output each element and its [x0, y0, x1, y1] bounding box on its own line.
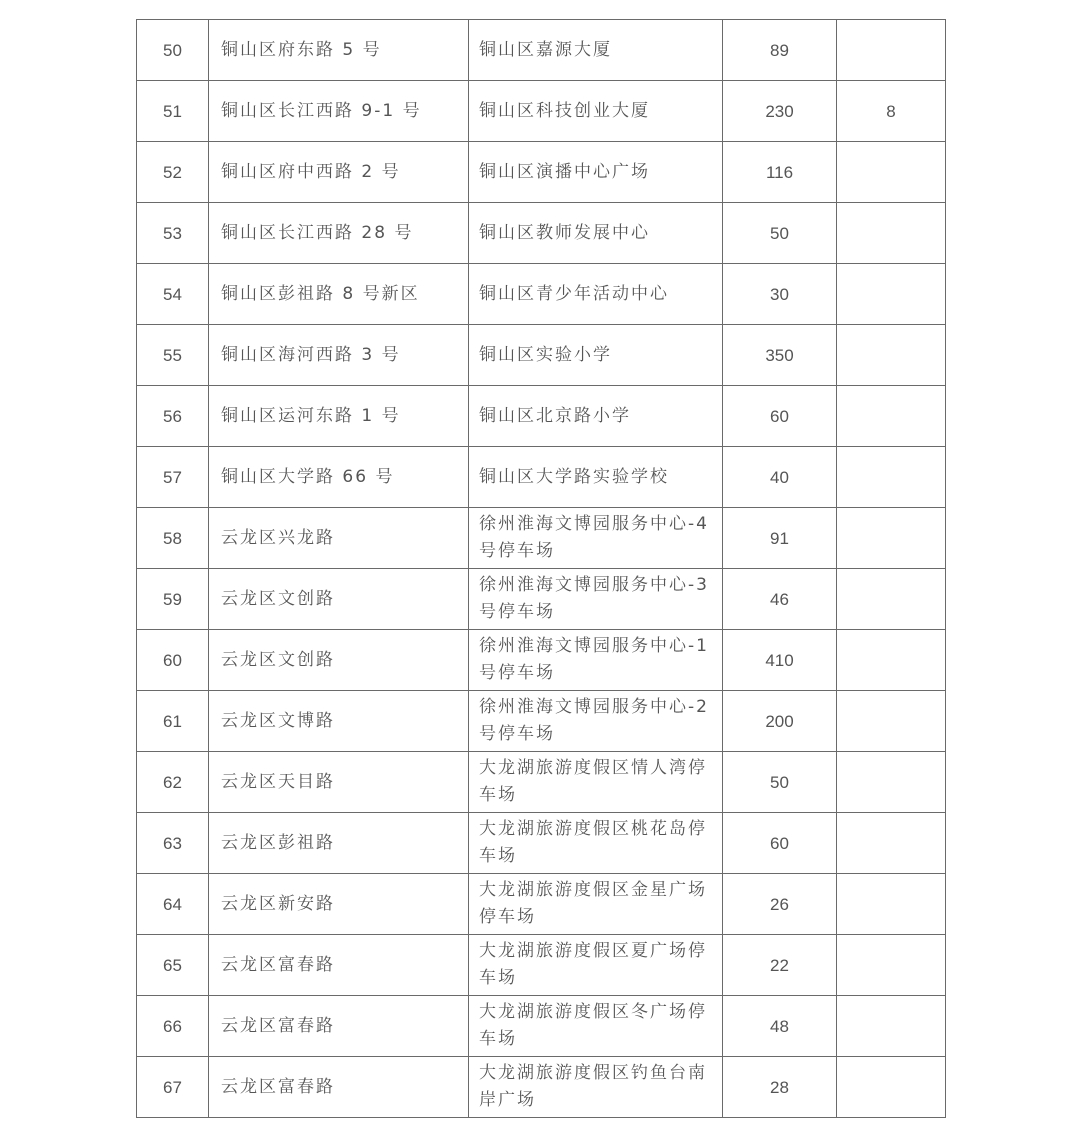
extra-count-cell: 8	[837, 81, 946, 142]
address-cell: 铜山区大学路 66 号	[209, 447, 469, 508]
table-row	[137, 508, 946, 569]
location-name-cell	[469, 447, 723, 508]
extra-count-cell	[837, 325, 946, 386]
table-row	[137, 81, 946, 142]
row-number-cell: 53	[137, 203, 209, 264]
location-name-text: 大龙湖旅游度假区夏广场停车场	[479, 941, 707, 988]
row-number-cell: 57	[137, 447, 209, 508]
parking-count-cell: 116	[723, 142, 837, 203]
address-cell: 云龙区富春路	[209, 996, 469, 1057]
address-cell: 云龙区文创路	[209, 569, 469, 630]
location-name-cell	[469, 142, 723, 203]
table-row	[137, 569, 946, 630]
location-name-cell	[469, 813, 723, 874]
address-cell: 云龙区富春路	[209, 935, 469, 996]
location-name-text: 铜山区青少年活动中心	[479, 283, 669, 304]
row-number-cell: 62	[137, 752, 209, 813]
location-name-text: 铜山区科技创业大厦	[479, 100, 650, 121]
location-name-cell	[469, 569, 723, 630]
table-body	[137, 20, 946, 1118]
parking-count-cell: 230	[723, 81, 837, 142]
parking-count-cell: 91	[723, 508, 837, 569]
location-name-cell	[469, 691, 723, 752]
location-name-cell	[469, 203, 723, 264]
row-number-cell: 60	[137, 630, 209, 691]
row-number-cell: 56	[137, 386, 209, 447]
address-cell: 铜山区府东路 5 号	[209, 20, 469, 81]
table-row	[137, 691, 946, 752]
location-name-text: 徐州淮海文博园服务中心-2 号停车场	[479, 697, 709, 744]
address-cell: 云龙区兴龙路	[209, 508, 469, 569]
parking-count-cell: 28	[723, 1057, 837, 1118]
parking-count-cell: 40	[723, 447, 837, 508]
parking-count-cell: 30	[723, 264, 837, 325]
table-row	[137, 386, 946, 447]
location-name-cell	[469, 874, 723, 935]
extra-count-cell	[837, 203, 946, 264]
extra-count-cell	[837, 264, 946, 325]
table-row	[137, 203, 946, 264]
location-name-cell	[469, 264, 723, 325]
parking-count-cell: 50	[723, 752, 837, 813]
table-row	[137, 996, 946, 1057]
parking-count-cell: 48	[723, 996, 837, 1057]
location-name-text: 铜山区演播中心广场	[479, 161, 650, 182]
row-number-cell: 63	[137, 813, 209, 874]
table-row	[137, 447, 946, 508]
extra-count-cell	[837, 996, 946, 1057]
row-number-cell: 64	[137, 874, 209, 935]
table-row	[137, 325, 946, 386]
parking-count-cell: 200	[723, 691, 837, 752]
extra-count-cell	[837, 691, 946, 752]
location-name-text: 大龙湖旅游度假区钓鱼台南岸广场	[479, 1063, 707, 1110]
address-cell: 云龙区文创路	[209, 630, 469, 691]
extra-count-cell	[837, 386, 946, 447]
parking-count-cell: 60	[723, 386, 837, 447]
parking-count-cell: 26	[723, 874, 837, 935]
table-row	[137, 813, 946, 874]
extra-count-cell	[837, 874, 946, 935]
row-number-cell: 58	[137, 508, 209, 569]
address-cell: 铜山区彭祖路 8 号新区	[209, 264, 469, 325]
extra-count-cell	[837, 813, 946, 874]
extra-count-cell	[837, 142, 946, 203]
location-name-cell	[469, 935, 723, 996]
location-name-text: 大龙湖旅游度假区冬广场停车场	[479, 1002, 707, 1049]
location-name-cell	[469, 20, 723, 81]
location-name-text: 大龙湖旅游度假区金星广场停车场	[479, 880, 707, 927]
row-number-cell: 52	[137, 142, 209, 203]
row-number-cell: 55	[137, 325, 209, 386]
table-row	[137, 1057, 946, 1118]
location-name-cell	[469, 386, 723, 447]
location-name-cell	[469, 630, 723, 691]
location-name-cell	[469, 81, 723, 142]
location-name-cell	[469, 1057, 723, 1118]
address-cell: 铜山区运河东路 1 号	[209, 386, 469, 447]
location-name-text: 大龙湖旅游度假区情人湾停车场	[479, 758, 707, 805]
extra-count-cell	[837, 20, 946, 81]
parking-count-cell: 50	[723, 203, 837, 264]
parking-count-cell: 46	[723, 569, 837, 630]
table-row	[137, 20, 946, 81]
row-number-cell: 61	[137, 691, 209, 752]
address-cell: 云龙区天目路	[209, 752, 469, 813]
parking-count-cell: 22	[723, 935, 837, 996]
address-cell: 云龙区彭祖路	[209, 813, 469, 874]
row-number-cell: 51	[137, 81, 209, 142]
location-name-text: 铜山区大学路实验学校	[479, 466, 669, 487]
row-number-cell: 67	[137, 1057, 209, 1118]
location-name-cell	[469, 996, 723, 1057]
location-name-cell	[469, 752, 723, 813]
address-cell: 铜山区府中西路 2 号	[209, 142, 469, 203]
row-number-cell: 50	[137, 20, 209, 81]
address-cell: 铜山区海河西路 3 号	[209, 325, 469, 386]
extra-count-cell	[837, 935, 946, 996]
row-number-cell: 65	[137, 935, 209, 996]
address-cell: 云龙区文博路	[209, 691, 469, 752]
row-number-cell: 59	[137, 569, 209, 630]
table-row	[137, 935, 946, 996]
extra-count-cell	[837, 1057, 946, 1118]
extra-count-cell	[837, 508, 946, 569]
location-name-text: 徐州淮海文博园服务中心-1 号停车场	[479, 636, 709, 683]
location-name-text: 铜山区北京路小学	[479, 405, 631, 426]
parking-count-cell: 60	[723, 813, 837, 874]
location-name-text: 铜山区教师发展中心	[479, 222, 650, 243]
parking-count-cell: 350	[723, 325, 837, 386]
address-cell: 云龙区新安路	[209, 874, 469, 935]
extra-count-cell	[837, 569, 946, 630]
parking-count-cell: 410	[723, 630, 837, 691]
location-name-text: 徐州淮海文博园服务中心-3 号停车场	[479, 575, 709, 622]
extra-count-cell	[837, 447, 946, 508]
row-number-cell: 54	[137, 264, 209, 325]
location-name-text: 铜山区实验小学	[479, 344, 612, 365]
parking-count-cell: 89	[723, 20, 837, 81]
extra-count-cell	[837, 630, 946, 691]
location-name-cell	[469, 508, 723, 569]
address-cell: 铜山区长江西路 9-1 号	[209, 81, 469, 142]
location-name-cell	[469, 325, 723, 386]
table-row	[137, 264, 946, 325]
address-cell: 铜山区长江西路 28 号	[209, 203, 469, 264]
table-row	[137, 752, 946, 813]
location-name-text: 徐州淮海文博园服务中心-4 号停车场	[479, 514, 709, 561]
table-row	[137, 874, 946, 935]
table-row	[137, 630, 946, 691]
location-name-text: 大龙湖旅游度假区桃花岛停车场	[479, 819, 707, 866]
extra-count-cell	[837, 752, 946, 813]
location-name-text: 铜山区嘉源大厦	[479, 39, 612, 60]
row-number-cell: 66	[137, 996, 209, 1057]
address-cell: 云龙区富春路	[209, 1057, 469, 1118]
parking-lot-table	[136, 19, 946, 1118]
table-row	[137, 142, 946, 203]
